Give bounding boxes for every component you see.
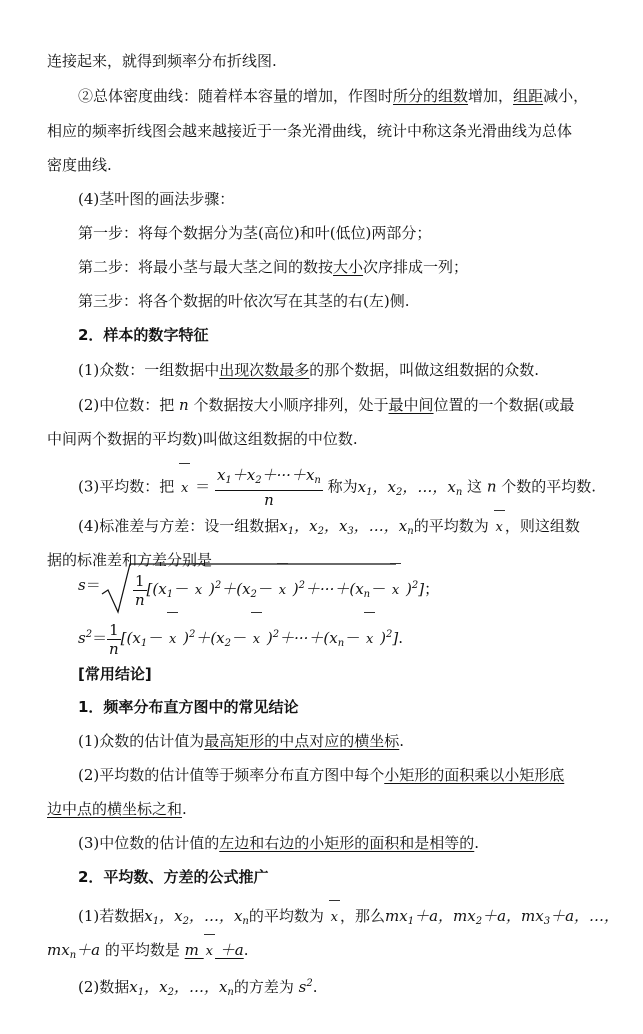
math-x-bar: x — [494, 518, 505, 538]
text: (2)中位数：把 — [78, 396, 175, 414]
underlined-text: 小矩形的面积乘以小矩形底 — [384, 766, 565, 784]
underlined-text: 最高矩形的中点对应的横坐标 — [204, 732, 400, 750]
paragraph-line: 第一步：将每个数据分为茎(高位)和叶(低位)两部分； — [78, 224, 432, 242]
paragraph-line — [78, 731, 404, 751]
math-sum: [($x_1- x$ )$^2+(x_2- x$ )$^2+\cdot\cdot\cdot+(x_n- x$ )$^2$] — [121, 629, 399, 647]
text: 的平均数为 — [413, 517, 489, 535]
text: 增加， — [468, 87, 514, 105]
text: . — [182, 800, 187, 818]
math-list: $x_1$，$x_2$，…，$x_n$ — [144, 907, 249, 927]
text: (2)数据 — [78, 978, 130, 996]
variance-formula-line: $s^2=$ $\frac{1}{n}$ [($x_1- x$ )$^2+(x_2- x$ )$^2+\cdot\cdot\cdot+(x_n- x$ )$^2$]. — [78, 615, 403, 664]
underlined-text: 大小 — [333, 258, 364, 276]
text: 次序排成一列； — [363, 258, 469, 276]
text: ②总体密度曲线：随着样本容量的增加，作图时 — [78, 87, 394, 105]
text: ，那么 — [340, 907, 386, 925]
text: 这 — [467, 477, 483, 496]
underlined-math: m x ＋a — [185, 941, 244, 959]
underlined-text: 组距 — [513, 87, 544, 105]
text: 个数据按大小顺序排列，处于 — [193, 396, 389, 414]
text: 的平均数为 — [248, 907, 324, 925]
text: (3)中位数的估计值的 — [78, 834, 220, 852]
math-x-bar: x — [329, 908, 340, 928]
paragraph-line — [78, 765, 564, 785]
paragraph-line — [78, 257, 468, 277]
text: 的平均数是 — [104, 941, 180, 959]
paragraph-line: 第三步：将各个数据的叶依次写在其茎的右(左)侧. — [78, 292, 410, 310]
paragraph-line — [78, 395, 574, 415]
underlined-text: 左边和右边的小矩形的面积和是相等的 — [219, 834, 475, 852]
math-list: $mx_1+a$，$mx_2+a$，$mx_3+a$，…， — [385, 907, 620, 927]
text: . — [399, 732, 405, 750]
math-equals: ＝ — [195, 477, 211, 496]
conclusion-heading: [常用结论] — [78, 665, 152, 683]
text: ，则这组数 — [504, 517, 580, 535]
text: (1)若数据 — [78, 907, 145, 925]
text: 第二步：将最小茎与最大茎之间的数按 — [78, 258, 334, 276]
underlined-text: 最中间 — [388, 396, 434, 414]
paragraph-line — [78, 906, 619, 932]
math-var: s — [78, 576, 86, 594]
section-heading: 1．频率分布直方图中的常见结论 — [78, 698, 299, 716]
underlined-text: 所分的组数 — [393, 87, 469, 105]
paragraph-line — [47, 799, 187, 819]
paragraph-line: 密度曲线. — [47, 156, 112, 174]
section-heading: 2．平均数、方差的公式推广 — [78, 868, 269, 886]
math-fraction: $\frac{1}{n}$ — [134, 571, 145, 609]
text: . — [474, 834, 480, 852]
paragraph-line: 据的标准差和方差分别是 — [47, 551, 213, 569]
math-x-bar: x — [179, 471, 190, 507]
paragraph-line: (4)茎叶图的画法步骤： — [78, 190, 235, 208]
math-sum: [($x_1- x$ )$^2+(x_2- x$ )$^2+\cdot\cdot\cdot+(x_n- x$ )$^2$] — [147, 580, 425, 598]
math-denominator: n — [264, 491, 274, 509]
math-expr: $s^2$ — [298, 978, 313, 996]
paragraph-line: 连接起来，就得到频率分布折线图. — [47, 52, 277, 70]
text: (3)平均数：把 — [78, 477, 175, 496]
math-list: $x_1$，$x_2$，…，$x_n$ — [129, 978, 234, 998]
text: (1)众数的估计值为 — [78, 732, 205, 750]
math-list: $x_1$，$x_2$，…，$x_n$ — [357, 477, 463, 498]
text: (2)平均数的估计值等于频率分布直方图中每个 — [78, 766, 385, 784]
math-numerator: $x_1+x_2+\cdot\cdot\cdot+x_n$ — [215, 466, 323, 491]
paragraph-line: (2)数据$x_1$，$x_2$，…，$x_n$的方差为 $s^2$. — [78, 978, 318, 998]
math-var: n — [179, 396, 189, 414]
paragraph-line — [78, 86, 588, 106]
std-formula-body: $\frac{1}{n}$ [($x_1- x$ )$^2+(x_2- x$ )$^2+\cdot\cdot\cdot+(x_n- x$ )$^2$]； — [133, 566, 439, 615]
mean-formula-line — [78, 466, 596, 511]
text: 减小， — [543, 87, 589, 105]
math-list: $x_1$，$x_2$，$x_3$，…，$x_n$ — [279, 517, 414, 537]
section-heading: 2．样本的数字特征 — [78, 326, 209, 344]
math-var: $s^2$ — [78, 629, 93, 647]
paragraph-line — [78, 833, 479, 853]
text: 个数的平均数. — [501, 477, 597, 496]
paragraph-line: 中间两个数据的平均数)叫做这组数据的中位数. — [47, 430, 358, 448]
math-fraction: $\frac{1}{n}$ — [109, 620, 119, 658]
text: 的方差为 — [233, 978, 294, 996]
paragraph-line: $mx_n+a$ 的平均数是 m x ＋a. — [47, 941, 249, 961]
text: (4)标准差与方差：设一组数据 — [78, 517, 280, 535]
paragraph-line: 相应的频率折线图会越来越接近于一条光滑曲线，统计中称这条光滑曲线为总体 — [47, 122, 573, 140]
math-fraction — [215, 466, 323, 509]
std-formula-line: s＝ — [78, 576, 101, 594]
paragraph-line — [78, 516, 580, 542]
text: 的那个数据，叫做这组数据的众数. — [309, 361, 540, 379]
underlined-text: 边中点的横坐标之和 — [47, 800, 183, 818]
text: (1)众数：一组数据中 — [78, 361, 220, 379]
text: 位置的一个数据(或最 — [433, 396, 575, 414]
paragraph-line — [78, 360, 539, 380]
underlined-text: 出现次数最多 — [219, 361, 310, 379]
text: 称为 — [327, 477, 358, 496]
math-var: n — [486, 477, 497, 496]
math-expr: $mx_n+a$ — [47, 941, 101, 961]
